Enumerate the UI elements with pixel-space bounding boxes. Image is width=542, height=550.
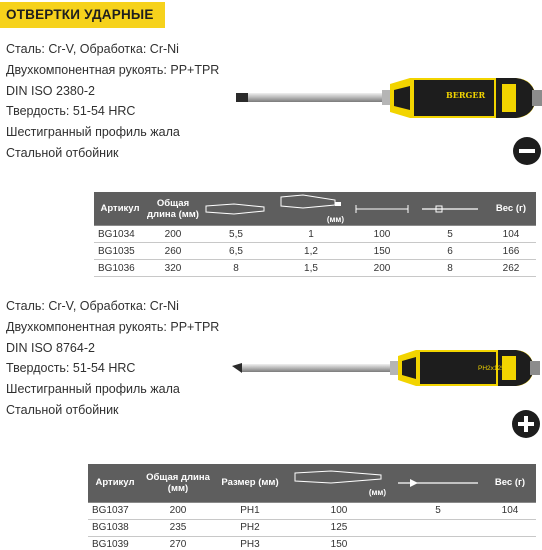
hex-size-icon <box>414 192 486 226</box>
column-header-weight: Вес (г) <box>484 464 536 502</box>
cell: 6,5 <box>200 243 272 260</box>
column-header-size: Размер (мм) <box>214 464 286 502</box>
cell: 150 <box>350 243 414 260</box>
cell: 1,2 <box>272 243 350 260</box>
cell: PH3 <box>214 536 286 550</box>
cell: PH2 <box>214 519 286 536</box>
phillips-spec-table <box>88 464 536 550</box>
spec-line: Сталь: Cr-V, Обработка: Cr-Ni <box>6 42 179 56</box>
blade-thickness-icon <box>272 192 350 226</box>
spec-line: Твердость: 51-54 HRC <box>6 361 136 376</box>
cell: 262 <box>486 260 536 277</box>
spec-line: Двухкомпонентная рукоять: PP+TPR <box>6 319 220 334</box>
cell: 1,5 <box>272 260 350 277</box>
table-row <box>88 519 536 536</box>
cell: BG1034 <box>94 226 146 243</box>
page-title: ОТВЕРТКИ УДАРНЫЕ <box>6 7 154 22</box>
table-row <box>88 536 536 550</box>
cell <box>392 519 484 536</box>
cell: 104 <box>486 226 536 243</box>
spec-line: Шестигранный профиль жала <box>6 382 180 397</box>
cell: 235 <box>142 519 214 536</box>
blade-length-icon <box>350 192 414 226</box>
cell: PH1 <box>214 502 286 519</box>
table-row <box>88 502 536 519</box>
column-header-length: Общая длина (мм) <box>146 192 200 226</box>
title-banner <box>0 2 165 28</box>
table-header-row <box>94 192 536 226</box>
column-header-weight: Вес (г) <box>486 192 536 226</box>
cell: 200 <box>146 226 200 243</box>
cell: 8 <box>414 260 486 277</box>
spec-line: Стальной отбойник <box>6 145 119 160</box>
plus-icon <box>512 410 540 438</box>
cell: 260 <box>146 243 200 260</box>
spec-line: Сталь: Cr-V, Обработка: Cr-Ni <box>6 299 179 313</box>
cell: 200 <box>142 502 214 519</box>
column-header-article: Артикул <box>88 464 142 502</box>
table-row <box>94 260 536 277</box>
cell: 125 <box>286 519 392 536</box>
cell: BG1035 <box>94 243 146 260</box>
cell: 100 <box>286 502 392 519</box>
column-header-length: Общая длина (мм) <box>142 464 214 502</box>
spec-line: Двухкомпонентная рукоять: PP+TPR <box>6 62 220 77</box>
cell: 8 <box>200 260 272 277</box>
cell: BG1038 <box>88 519 142 536</box>
brand-label: BERGER <box>446 90 486 100</box>
cell: 100 <box>350 226 414 243</box>
cell: 6 <box>414 243 486 260</box>
table-row <box>94 226 536 243</box>
cell: 1 <box>272 226 350 243</box>
flat-screwdriver-image <box>234 68 542 128</box>
blade-width-icon <box>200 192 272 226</box>
cell: 5,5 <box>200 226 272 243</box>
table-row <box>94 243 536 260</box>
specs-list-phillips <box>6 296 219 421</box>
column-header-article: Артикул <box>94 192 146 226</box>
cell <box>484 536 536 550</box>
unit-label: (мм) <box>326 215 344 224</box>
spec-line: Стальной отбойник <box>6 402 119 417</box>
cell: BG1039 <box>88 536 142 550</box>
minus-icon <box>513 137 541 165</box>
spec-line: DIN ISO 2380-2 <box>6 83 95 98</box>
cell <box>484 519 536 536</box>
cell: 150 <box>286 536 392 550</box>
cell: 320 <box>146 260 200 277</box>
cell: 270 <box>142 536 214 550</box>
specs-list-flat <box>6 39 219 164</box>
cell: 200 <box>350 260 414 277</box>
unit-label: (мм) <box>368 488 386 498</box>
handle-size-label: PH2x125mm <box>478 365 516 372</box>
cell: BG1037 <box>88 502 142 519</box>
cell: 104 <box>484 502 536 519</box>
tip-size-icon <box>392 464 484 502</box>
spec-line: Шестигранный профиль жала <box>6 125 180 140</box>
spec-line: DIN ISO 8764-2 <box>6 340 95 355</box>
cell <box>392 536 484 550</box>
cell: 166 <box>486 243 536 260</box>
cell: 5 <box>392 502 484 519</box>
table-header-row <box>88 464 536 502</box>
cell: 5 <box>414 226 486 243</box>
flat-spec-table <box>94 192 536 277</box>
blade-length-icon <box>286 464 392 502</box>
cell: BG1036 <box>94 260 146 277</box>
spec-line: Твердость: 51-54 HRC <box>6 104 136 119</box>
